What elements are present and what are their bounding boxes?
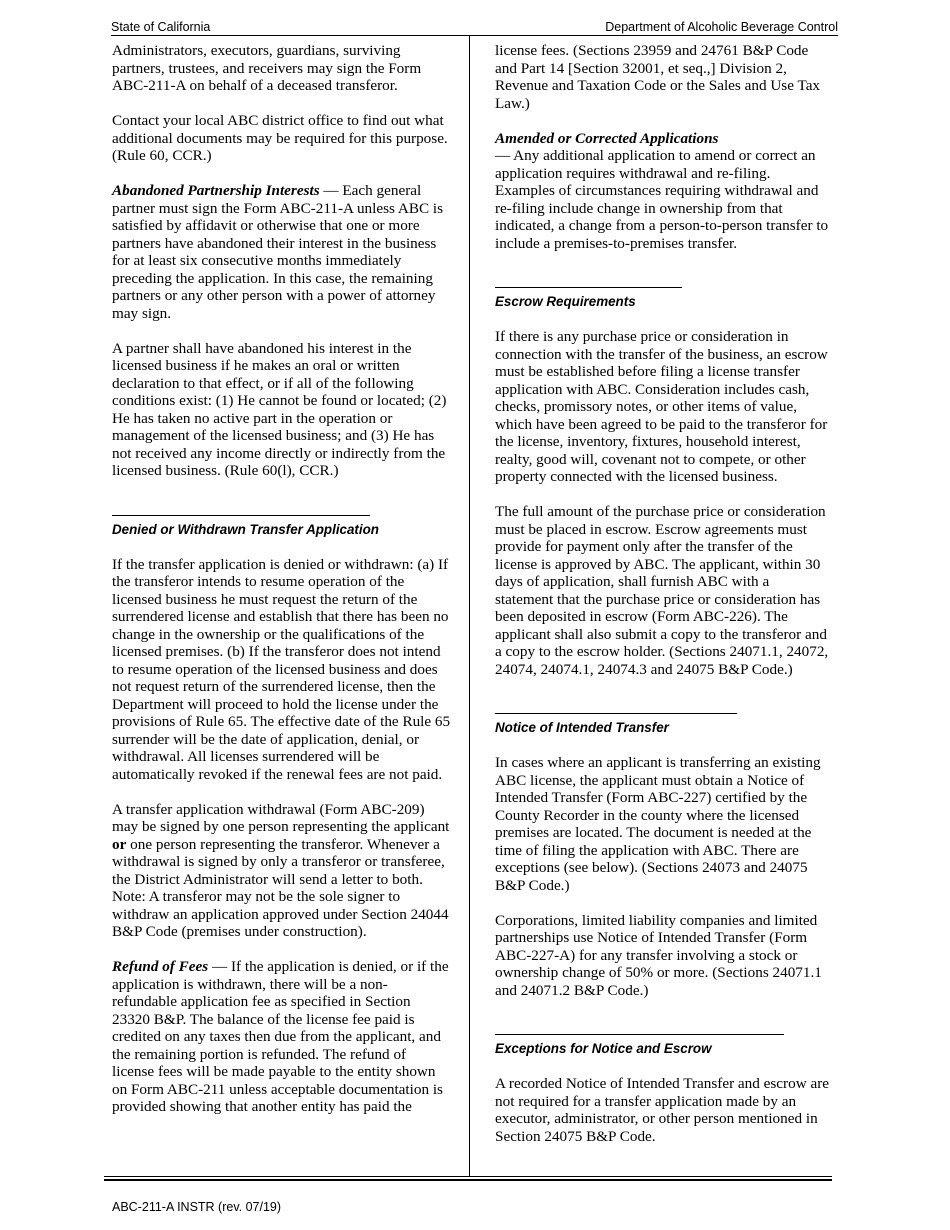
paragraph-license-fees-cont: license fees. (Sections 23959 and 24761 B&P Code and Part 14 [Section 32001, et seq.,] Division 2, Revenue and Taxation Code or the Sales and Use Tax Law.) <box>495 42 821 112</box>
section-rule <box>495 270 682 289</box>
section-heading-exceptions: Exceptions for Notice and Escrow <box>495 1041 712 1056</box>
paragraph-amended-applications <box>495 130 831 253</box>
paragraph-notice-2: Corporations, limited liability companies and limited partnerships use Notice of Intended Transfer (Form ABC-227-A) for any transfer involving a stock or ownership change of 50% or more. (Sections 24071.1 and 24071.2 B&P Code.) <box>495 911 822 999</box>
section-heading-denied: Denied or Withdrawn Transfer Application <box>112 521 379 537</box>
header-state: State of California <box>111 20 211 34</box>
refund-body: — If the application is denied, or if the application is withdrawn, there will be a non-refundable application fee as specified in Section 23320 B&P. The balance of the license fee paid is credited on any taxes then due from the applicant, and the remaining portion is refunded. The refund of license fees will be made payable to the entity shown on Form ABC-211 unless acceptable documentation is provided showing that another entity has paid the <box>112 958 449 1115</box>
amended-heading: Amended or Corrected Applications <box>495 129 719 147</box>
paragraph-escrow-1: If there is any purchase price or consideration in connection with the transfer of the business, an escrow must be established before filing a license transfer application with ABC. Consideration includes cash, checks, promissory notes, or other items of value, which have been agreed to be paid to the transferor for the license, inventory, fixtures, household interest, realty, good will, covenant not to compete, or other property connected with the licensed business. <box>495 328 828 485</box>
section-rule <box>495 696 737 715</box>
paragraph-contact-office: Contact your local ABC district office to find out what additional documents may be required for this purpose. (Rule 60, CCR.) <box>112 112 448 164</box>
column-divider <box>469 36 470 1176</box>
page-header <box>111 20 838 36</box>
paragraph-partner-abandoned: A partner shall have abandoned his interest in the licensed business if he makes an oral or written declaration to that effect, or if all of the following conditions exist: (1) He cannot be found or located; (2) He has taken no active part in the operation or management of the licensed business; and (3) He has not received any income directly or indirectly from the licensed business. (Rule 60(l), CCR.) <box>112 339 447 479</box>
paragraph-refund-of-fees <box>112 958 452 1116</box>
section-rule <box>112 497 370 516</box>
paragraph-withdrawal-form <box>112 801 452 941</box>
right-column <box>495 42 831 1145</box>
withdrawal-bold-or: or <box>112 835 127 853</box>
abandoned-interests-lead: Abandoned Partnership Interests <box>112 182 320 199</box>
footer-form-id: ABC-211-A INSTR (rev. 07/19) <box>112 1200 282 1214</box>
withdrawal-text-a: A transfer application withdrawal (Form ABC-209) may be signed by one person representing the applicant <box>112 800 450 835</box>
paragraph-exceptions: A recorded Notice of Intended Transfer and escrow are not required for a transfer application made by an executor, administrator, or other person mentioned in Section 24075 B&P Code. <box>495 1075 829 1145</box>
section-heading-escrow: Escrow Requirements <box>495 294 636 309</box>
header-department: Department of Alcoholic Beverage Control <box>605 20 838 34</box>
paragraph-abandoned-interests <box>112 182 452 322</box>
bottom-rule <box>104 1176 832 1177</box>
bottom-rule-thick <box>104 1179 832 1181</box>
paragraph-denied-withdrawn: If the transfer application is denied or withdrawn: (a) If the transferor intends to resume operation of the licensed business he must request the return of the surrendered license and establish that there has been no change in the ownership or the qualifications of the licensed premises. (b) If the transferor does not intend to resume operation of the licensed business and does not request return of the surrendered license, then the Department will proceed to hold the license under the provisions of Rule 65. The effective date of the Rule 65 surrender will be the date of application, denial, or withdrawal. All licenses surrendered will be automatically revoked if the renewal fees are not paid. <box>112 555 451 783</box>
amended-body: — Any additional application to amend or correct an application requires withdrawal and re-filing. Examples of circumstances requiring withdrawal and re-filing include change in ownership from that indicated, a change from a person-to-person transfer to include a premises-to-premises transfer. <box>495 147 829 252</box>
paragraph-deceased-transferor: Administrators, executors, guardians, surviving partners, trustees, and receivers may sign the Form ABC-211-A on behalf of a deceased transferor. <box>112 42 422 94</box>
paragraph-escrow-2: The full amount of the purchase price or consideration must be placed in escrow. Escrow agreements must provide for payment only after the transfer of the license is approved by ABC. The applicant, within 30 days of application, shall furnish ABC with a statement that the purchase price or consideration has been deposited in escrow (Form ABC-226). The applicant shall also submit a copy to the transferor and a copy to the escrow holder. (Sections 24071.1, 24072, 24074, 24074.1, 24074.3 and 24075 B&P Code.) <box>495 503 829 678</box>
abandoned-interests-body: — Each general partner must sign the Form ABC-211-A unless ABC is satisfied by affidavit or otherwise that one or more partners have abandoned their interest in the business for at least six consecutive months immediately preceding the application. In this case, the remaining partners or any other person with a power of attorney may sign. <box>112 182 444 322</box>
withdrawal-text-b: one person representing the transferor. Whenever a withdrawal is signed by only a transferor or transferee, the District Administrator will send a letter to both. Note: A transferor may not be the sole signer to withdraw an application approved under Section 24044 B&P Code (premises under construction). <box>112 835 449 940</box>
section-rule <box>495 1017 784 1036</box>
section-heading-notice: Notice of Intended Transfer <box>495 720 669 735</box>
paragraph-notice-1: In cases where an applicant is transferring an existing ABC license, the applicant must obtain a Notice of Intended Transfer (Form ABC-227) certified by the County Recorder in the county where the licensed premises are located. The document is needed at the time of filing the application with ABC. There are exceptions (see below). (Sections 24073 and 24075 B&P Code.) <box>495 754 821 894</box>
refund-lead: Refund of Fees <box>112 958 209 975</box>
left-column <box>112 42 452 1116</box>
